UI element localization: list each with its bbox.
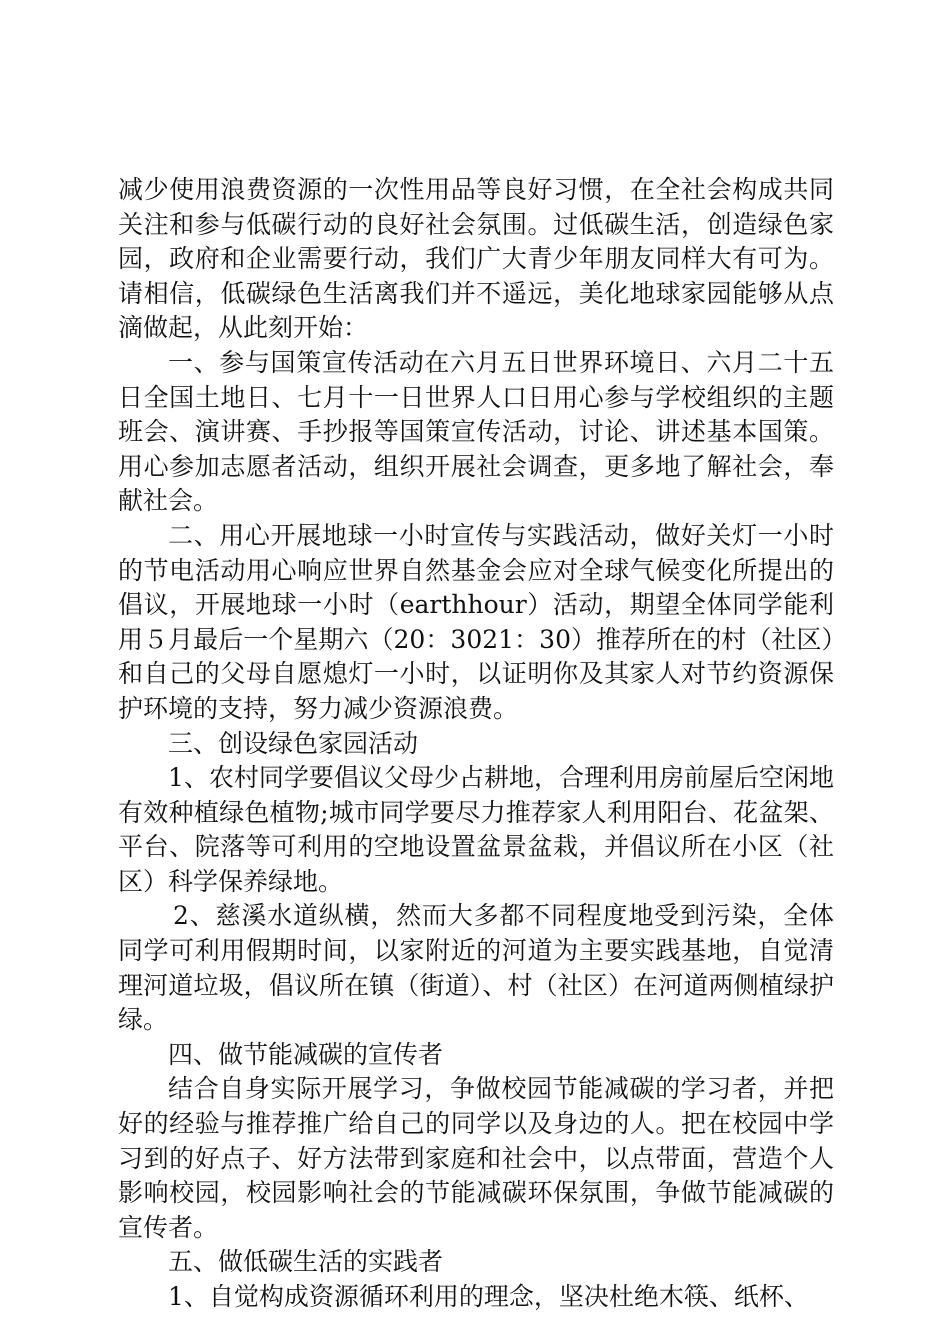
- document-body: [118, 173, 834, 1315]
- paragraph-section-4: 结合自身实际开展学习，争做校园节能减碳的学习者，并把好的经验与推荐推广给自己的同学以及身边的人。把在校园中学习到的好点子、好方法带到家庭和社会中，以点带面，营造个人影响校园，校园影响社会的节能减碳环保氛围，争做节能减碳的宣传者。: [118, 1074, 834, 1242]
- paragraph-section-3-item-2: 2、慈溪水道纵横，然而大多都不同程度地受到污染，全体同学可利用假期时间，以家附近的河道为主要实践基地，自觉清理河道垃圾，倡议所在镇（街道）、村（社区）在河道两侧植绿护绿。: [118, 901, 834, 1035]
- paragraph-section-2: 二、用心开展地球一小时宣传与实践活动，做好关灯一小时的节电活动用心响应世界自然基金会应对全球气候变化所提出的倡议，开展地球一小时（earthhour）活动，期望全体同学能利用５月最后一个星期六（20：3021：30）推荐所在的村（社区）和自己的父母自愿熄灯一小时，以证明你及其家人对节约资源保护环境的支持，努力减少资源浪费。: [118, 520, 834, 723]
- heading-section-4: 四、做节能减碳的宣传者: [168, 1039, 444, 1069]
- paragraph-section-3-item-1: 1、农村同学要倡议父母少占耕地，合理利用房前屋后空闲地有效种植绿色植物;城市同学要尽力推荐家人利用阳台、花盆架、平台、院落等可利用的空地设置盆景盆栽，并倡议所在小区（社区）科学保养绿地。: [118, 763, 834, 896]
- paragraph-section-1: 一、参与国策宣传活动在六月五日世界环境日、六月二十五日全国土地日、七月十一日世界人口日用心参与学校组织的主题班会、演讲赛、手抄报等国策宣传活动，讨论、讲述基本国策。用心参加志愿者活动，组织开展社会调查，更多地了解社会，奉献社会。: [118, 347, 834, 516]
- heading-section-5: 五、做低碳生活的实践者: [168, 1247, 444, 1277]
- heading-section-3: 三、创设绿色家园活动: [168, 728, 419, 758]
- paragraph-intro: 减少使用浪费资源的一次性用品等良好习惯，在全社会构成共同关注和参与低碳行动的良好社会氛围。过低碳生活，创造绿色家园，政府和企业需要行动，我们广大青少年朋友同样大有可为。请相信，低碳绿色生活离我们并不遥远，美化地球家园能够从点滴做起，从此刻开始：: [118, 175, 834, 343]
- paragraph-section-5-item-1: 1、自觉构成资源循环利用的理念，坚决杜绝木筷、纸杯、: [168, 1282, 809, 1311]
